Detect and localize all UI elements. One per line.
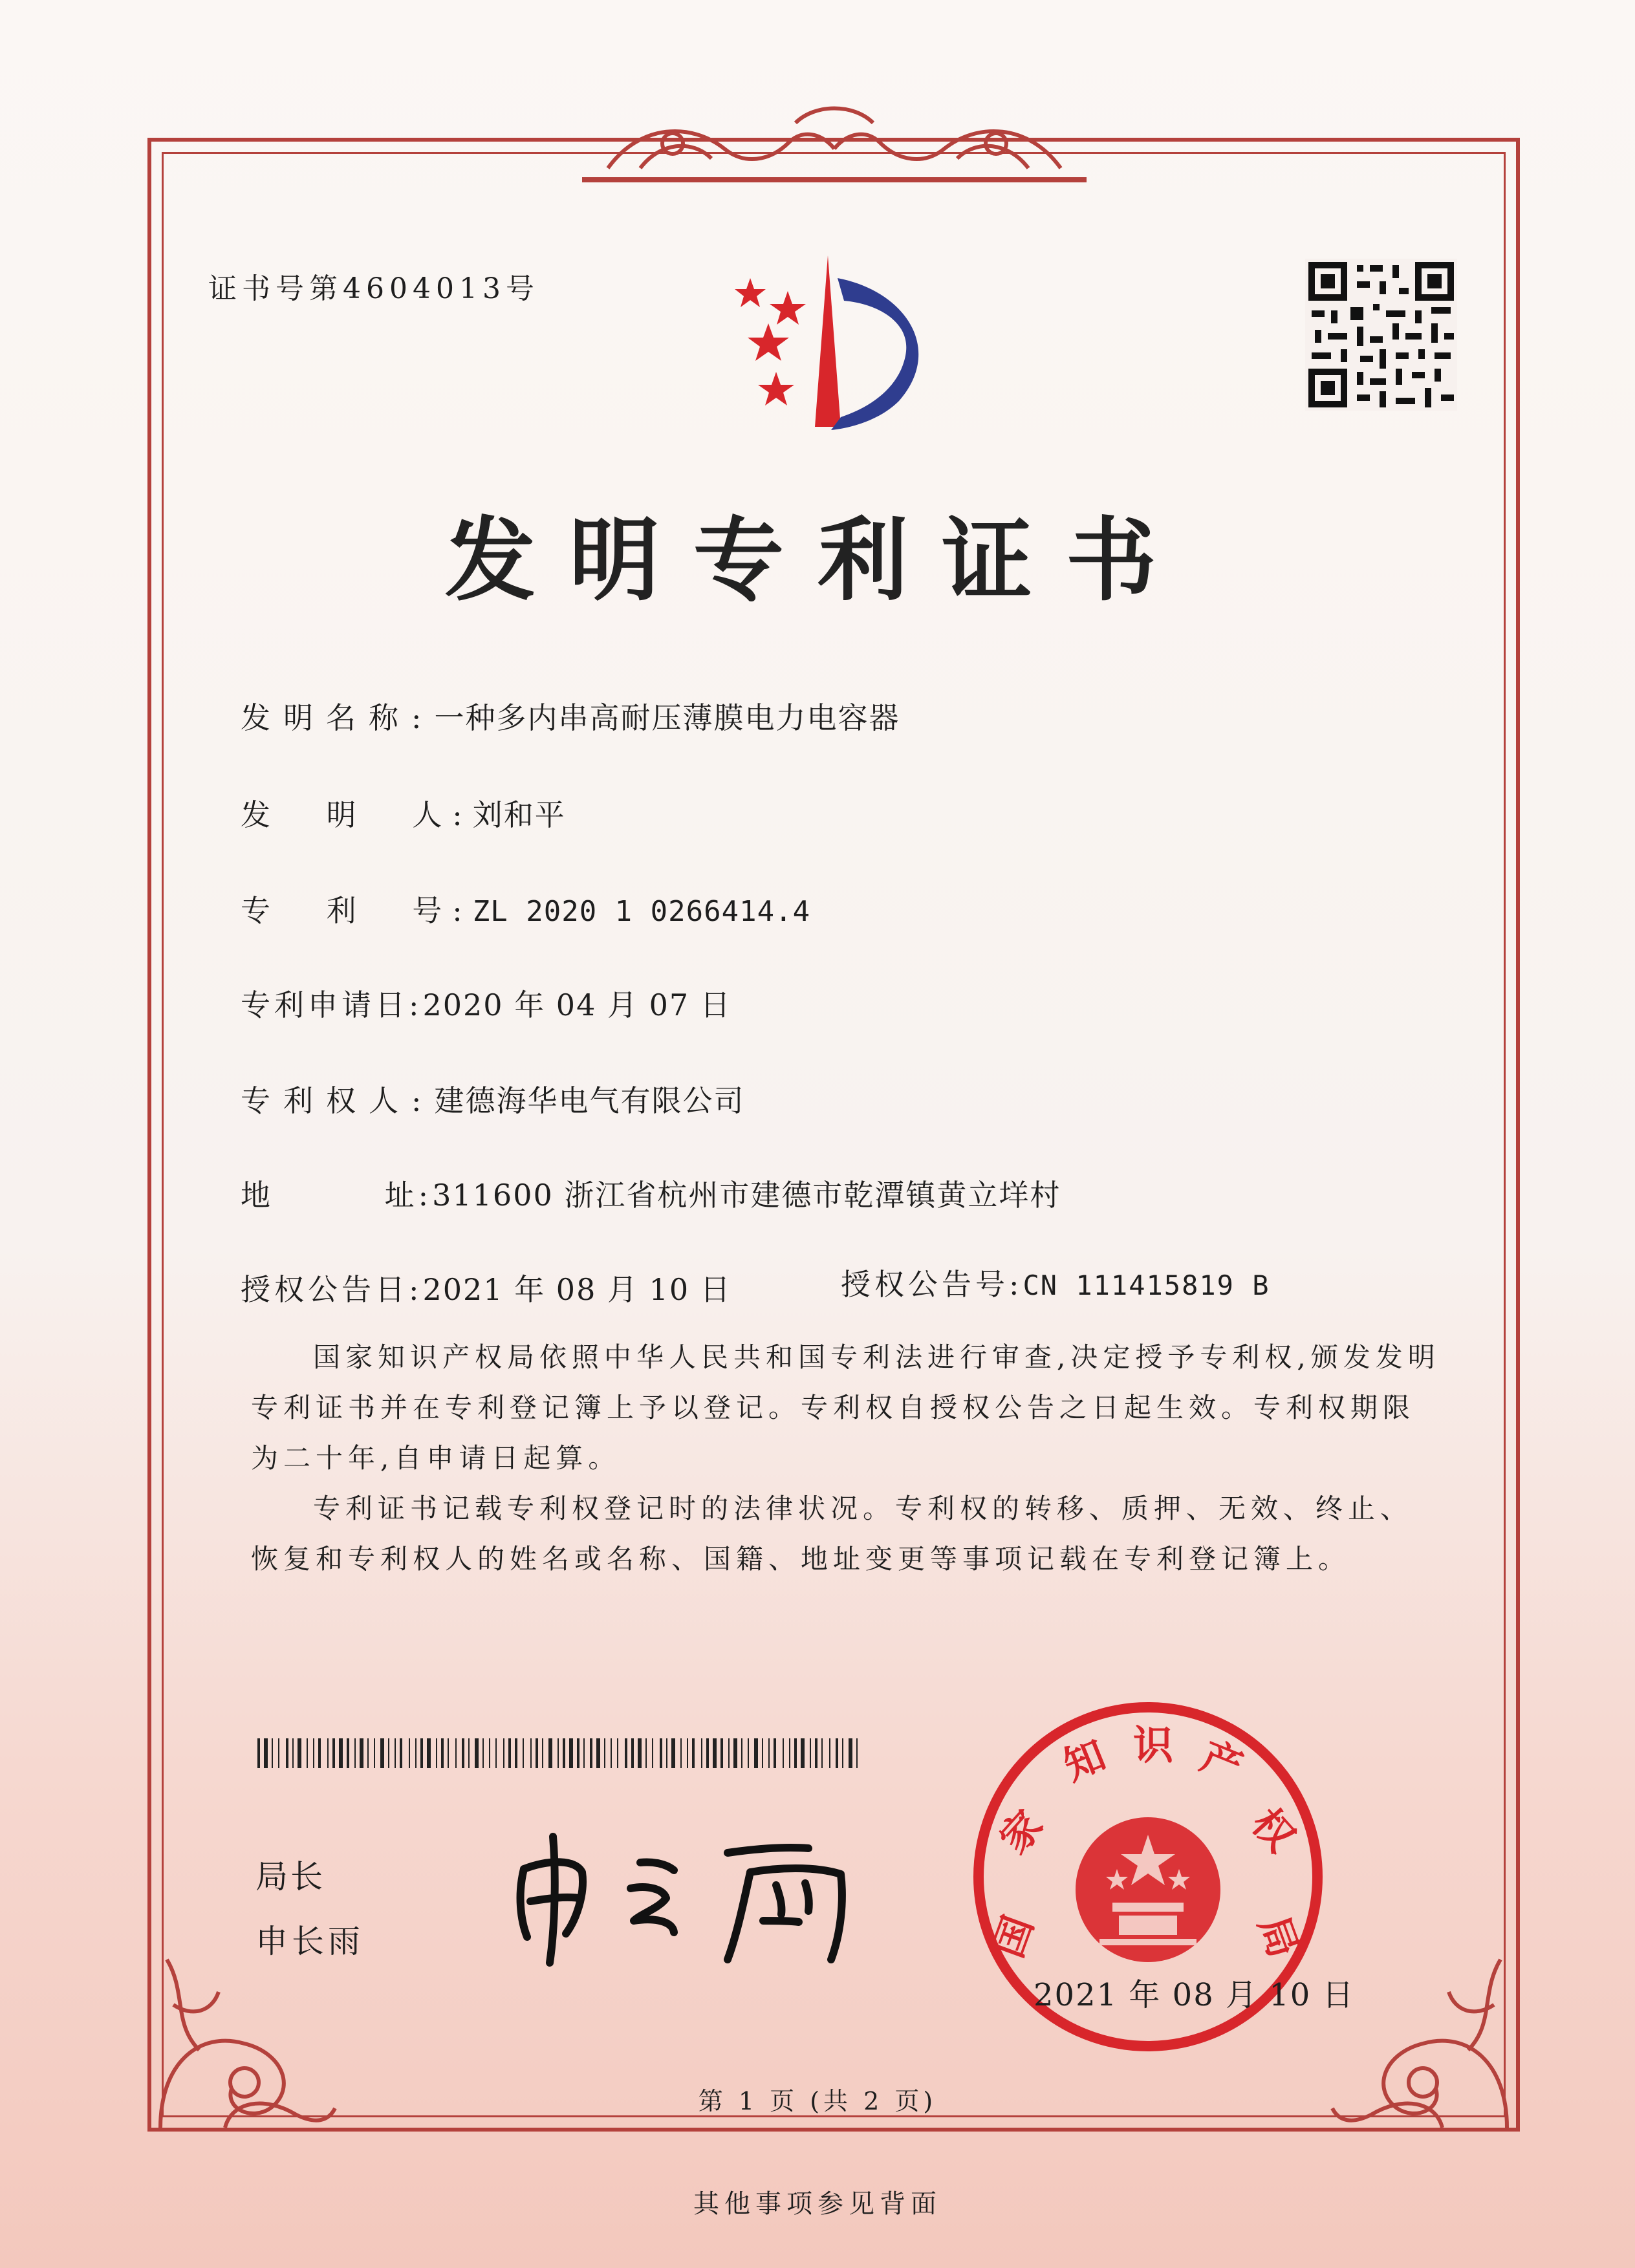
barcode-bar (495, 1738, 497, 1768)
barcode-bar (706, 1738, 709, 1768)
body-paragraph-1: 国家知识产权局依照中华人民共和国专利法进行审查,决定授予专利权,颁发发明专利证书并在专利登记簿上予以登记。专利权自授权公告之日起生效。专利权期限为二十年,自申请日起算。 (251, 1341, 1440, 1474)
barcode-bar (577, 1738, 579, 1768)
barcode-bar (278, 1738, 279, 1768)
barcode-bar (542, 1738, 543, 1768)
inventor-label: 发 明 人: (241, 797, 473, 832)
barcode-bar (645, 1738, 647, 1768)
barcode-bar (789, 1738, 790, 1768)
barcode-bar (420, 1738, 423, 1768)
barcode-bar (380, 1738, 384, 1768)
barcode-bar (292, 1738, 294, 1768)
barcode-bar (448, 1738, 449, 1768)
barcode-bar (409, 1738, 410, 1768)
barcode-bar (318, 1738, 321, 1768)
barcode-bar (794, 1738, 797, 1768)
barcode-bar (313, 1738, 314, 1768)
grant-date-row (241, 1266, 731, 1309)
barcode-bar (327, 1738, 329, 1768)
barcode-bar (590, 1738, 592, 1768)
barcode-bar (596, 1738, 600, 1768)
barcode-bar (347, 1738, 349, 1768)
grant-date-label: 授权公告日: (241, 1272, 423, 1307)
barcode-icon (257, 1738, 859, 1768)
certificate-title: 发明专利证书 (444, 508, 1190, 614)
barcode-bar (836, 1738, 838, 1768)
barcode-bar (801, 1738, 805, 1768)
seal-char-6: 权 (1242, 1799, 1305, 1861)
barcode-bar (856, 1738, 858, 1768)
barcode-bar (617, 1738, 618, 1768)
barcode-bar (810, 1738, 811, 1768)
inventor-row (241, 792, 566, 834)
barcode-bar (783, 1738, 784, 1768)
barcode-bar (728, 1738, 730, 1768)
seal-char-3: 知 (1057, 1731, 1112, 1790)
patent-number-label: 专 利 号: (241, 893, 473, 928)
qr-code-icon (1305, 259, 1457, 411)
barcode-bar (523, 1738, 524, 1768)
patent-number-row (241, 887, 810, 930)
patentee-row (241, 1077, 745, 1120)
barcode-bar (631, 1738, 634, 1768)
barcode-bar (829, 1738, 830, 1768)
barcode-bar (768, 1738, 770, 1768)
barcode-bar (666, 1738, 667, 1768)
barcode-bar (395, 1738, 396, 1768)
barcode-bar (558, 1738, 559, 1768)
footer-note: 其他事项参见背面 (693, 2189, 942, 2219)
barcode-bar (754, 1738, 758, 1768)
handwritten-signature (504, 1824, 867, 1972)
barcode-bar (388, 1738, 389, 1768)
barcode-bar (339, 1738, 343, 1768)
barcode-bar (272, 1738, 273, 1768)
director-title: 局长 (255, 1858, 325, 1895)
barcode-bar (660, 1738, 662, 1768)
grant-number-row (841, 1261, 1270, 1304)
seal-date: 2021 年 08 月 10 日 (1034, 1977, 1355, 2013)
barcode-bar (462, 1738, 464, 1768)
application-date-row (241, 982, 731, 1024)
barcode-bar (427, 1738, 431, 1768)
body-paragraph-2: 专利证书记载专利权登记时的法律状况。专利权的转移、质押、无效、终止、恢复和专利权人的姓名或名称、国籍、地址变更等事项记载在专利登记簿上。 (251, 1493, 1413, 1575)
barcode-bar (671, 1738, 675, 1768)
patent-number-value: ZL 2020 1 0266414.4 (472, 895, 811, 928)
address-label: 地 址: (241, 1178, 433, 1213)
certificate-number: 证书号第4604013号 (208, 272, 539, 305)
barcode-bar (482, 1738, 484, 1768)
barcode-bar (468, 1738, 470, 1768)
barcode-bar (530, 1738, 532, 1768)
seal-char-5: 产 (1194, 1732, 1250, 1791)
barcode-bar (815, 1738, 817, 1768)
barcode-bar (733, 1738, 737, 1768)
barcode-bar (774, 1738, 776, 1768)
seal-char-2: 家 (990, 1801, 1052, 1863)
cnipa-logo-icon (711, 252, 957, 446)
barcode-bar (436, 1738, 437, 1768)
address-value: 311600 浙江省杭州市建德市乾潭镇黄立垟村 (432, 1178, 1061, 1213)
barcode-bar (741, 1738, 742, 1768)
barcode-bar (625, 1738, 627, 1768)
application-date-value: 2020 年 04 月 07 日 (422, 988, 731, 1022)
barcode-bar (455, 1738, 457, 1768)
barcode-bar (692, 1738, 695, 1768)
barcode-bar (713, 1738, 717, 1768)
barcode-bar (680, 1738, 682, 1768)
invention-name-value: 一种多内串高耐压薄膜电力电容器 (434, 700, 900, 735)
address-row (241, 1172, 1061, 1215)
barcode-bar (264, 1738, 268, 1768)
barcode-bar (360, 1738, 363, 1768)
barcode-bar (638, 1738, 642, 1768)
barcode-bar (849, 1738, 852, 1768)
barcode-bar (569, 1738, 573, 1768)
barcode-bar (307, 1738, 308, 1768)
barcode-bar (332, 1738, 335, 1768)
invention-name-label: 发明名称: (241, 700, 435, 735)
barcode-bar (821, 1738, 823, 1768)
seal-char-1: 国 (984, 1910, 1043, 1964)
barcode-bar (257, 1738, 260, 1768)
grant-number-value: CN 111415819 B (1023, 1269, 1270, 1301)
barcode-bar (441, 1738, 444, 1768)
invention-name-row (241, 695, 900, 737)
barcode-bar (400, 1738, 402, 1768)
grant-number-label: 授权公告号: (841, 1267, 1023, 1302)
patentee-value: 建德海华电气有限公司 (434, 1083, 745, 1118)
barcode-bar (515, 1738, 517, 1768)
page-indicator: 第 1 页 (共 2 页) (698, 2087, 937, 2115)
patentee-label: 专利权人: (241, 1083, 435, 1118)
barcode-bar (611, 1738, 612, 1768)
application-date-label: 专利申请日: (241, 988, 423, 1022)
barcode-bar (415, 1738, 417, 1768)
certificate-body (251, 1332, 1441, 1584)
barcode-bar (548, 1738, 552, 1768)
barcode-bar (842, 1738, 843, 1768)
barcode-bar (374, 1738, 375, 1768)
top-ornament-icon (582, 97, 1087, 188)
seal-char-4: 识 (1132, 1722, 1174, 1769)
barcode-bar (583, 1738, 585, 1768)
barcode-bar (652, 1738, 653, 1768)
grant-date-value: 2021 年 08 月 10 日 (422, 1272, 731, 1307)
barcode-bar (354, 1738, 356, 1768)
director-name: 申长雨 (255, 1923, 364, 1960)
barcode-bar (720, 1738, 723, 1768)
barcode-bar (503, 1738, 504, 1768)
barcode-bar (489, 1738, 490, 1768)
inventor-value: 刘和平 (472, 797, 566, 832)
barcode-bar (508, 1738, 511, 1768)
barcode-bar (286, 1738, 288, 1768)
barcode-bar (367, 1738, 369, 1768)
barcode-bar (701, 1738, 702, 1768)
barcode-bar (536, 1738, 538, 1768)
barcode-bar (475, 1738, 479, 1768)
barcode-bar (762, 1738, 763, 1768)
barcode-bar (563, 1738, 565, 1768)
barcode-bar (748, 1738, 749, 1768)
barcode-bar (298, 1738, 301, 1768)
barcode-bar (687, 1738, 688, 1768)
barcode-bar (604, 1738, 605, 1768)
seal-char-7: 局 (1250, 1910, 1308, 1964)
